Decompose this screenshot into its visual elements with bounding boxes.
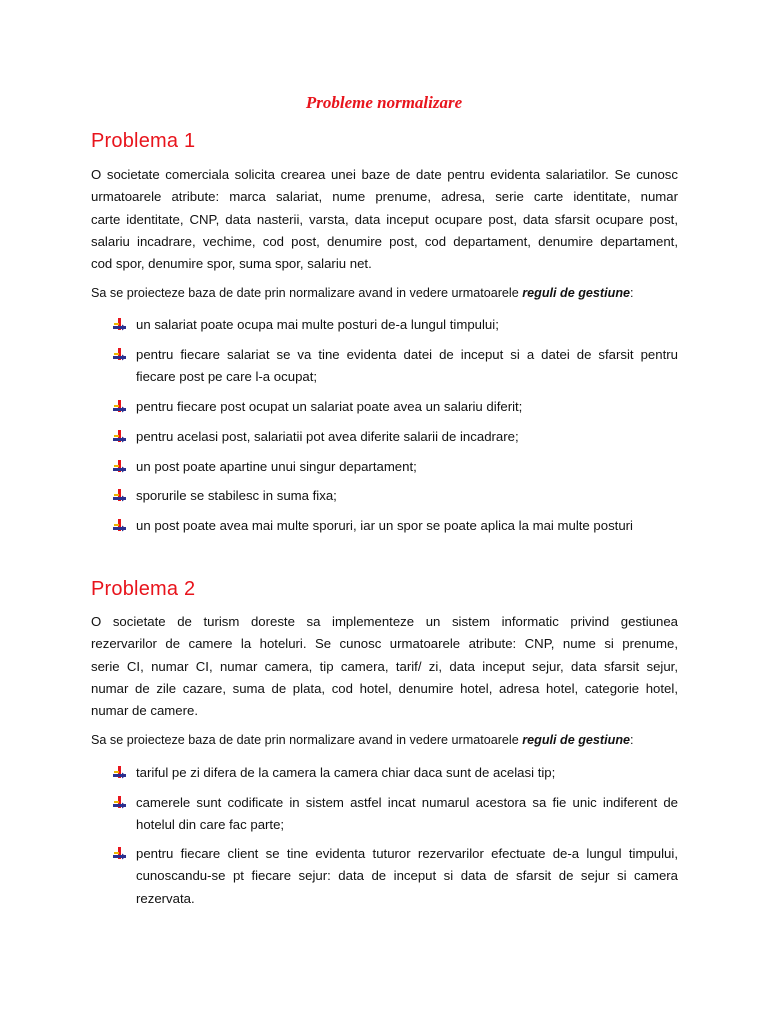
intro-end: : <box>630 733 634 747</box>
document-title: Probleme normalizare <box>305 93 463 112</box>
bullet-line: pentru fiecare client se tine evidenta tuturor rezervarilor efectuate de-a lungul timpului, <box>136 846 678 861</box>
bullet-line: un post poate avea mai multe sporuri, iar un spor se poate aplica la mai multe posturi <box>136 518 633 533</box>
intro-emphasis: reguli de gestiune <box>522 286 631 300</box>
problem-2-paragraph <box>91 611 678 722</box>
arrow-bullet-icon <box>112 316 128 332</box>
bullet-line: pentru fiecare salariat se va tine evidenta datei de inceput si a datei de sfarsit pentru <box>136 347 678 362</box>
arrow-bullet-icon <box>112 398 128 414</box>
intro-text: Sa se proiecteze baza de date prin normalizare avand in vedere urmatoarele <box>91 733 523 747</box>
bullet-line: tariful pe zi difera de la camera la camera chiar daca sunt de acelasi tip; <box>136 765 556 780</box>
paragraph-line: O societate comerciala solicita crearea unei baze de date pentru evidenta salariatilor. Se cunosc <box>91 167 678 182</box>
intro-end: : <box>630 286 634 300</box>
paragraph-line: cod spor, denumire spor, suma spor, salariu net. <box>91 256 372 272</box>
bullet-line: un post poate apartine unui singur departament; <box>136 459 417 474</box>
problem-1-paragraph <box>91 164 678 275</box>
bullet-line: pentru fiecare post ocupat un salariat poate avea un salariu diferit; <box>136 399 523 414</box>
paragraph-line: urmatoarele atribute: marca salariat, nume prenume, adresa, serie carte identitate, numar <box>91 189 678 205</box>
paragraph-line: O societate de turism doreste sa implementeze un sistem informatic privind gestiunea <box>91 614 678 629</box>
arrow-bullet-icon <box>112 517 128 533</box>
problem-1-intro <box>91 284 691 302</box>
paragraph-line: carte identitate, CNP, data nasterii, varsta, data inceput ocupare post, data sfarsit ocupare post, <box>91 211 678 227</box>
arrow-bullet-icon <box>112 845 128 861</box>
paragraph-line: salariu incadrare, vechime, cod post, denumire post, cod departament, denumire departament, <box>91 233 678 249</box>
bullet-line: rezervata. <box>136 890 195 906</box>
arrow-bullet-icon <box>112 764 128 780</box>
bullet-line: pentru acelasi post, salariatii pot avea diferite salarii de incadrare; <box>136 429 519 444</box>
intro-text: Sa se proiecteze baza de date prin normalizare avand in vedere urmatoarele <box>91 286 523 300</box>
paragraph-line: rezervarilor de camere la hoteluri. Se cunosc urmatoarele atribute: CNP, nume si prenume, <box>91 636 678 652</box>
arrow-bullet-icon <box>112 487 128 503</box>
problem-1-heading: Problema 1 <box>91 130 196 152</box>
bullet-line: fiecare post pe care l-a ocupat; <box>136 369 318 385</box>
arrow-bullet-icon <box>112 428 128 444</box>
arrow-bullet-icon <box>112 794 128 810</box>
bullet-line: cunoscandu-se pt fiecare sejur: data de inceput si data de sfarsit de sejur si camera <box>136 868 678 884</box>
problem-2-intro <box>91 731 691 749</box>
bullet-line: hotelul din care fac parte; <box>136 817 285 833</box>
problem-2-heading: Problema 2 <box>91 578 196 600</box>
bullet-line: camerele sunt codificate in sistem astfel incat numarul acestora sa fie unic indiferent de <box>136 795 678 810</box>
arrow-bullet-icon <box>112 346 128 362</box>
bullet-line: un salariat poate ocupa mai multe posturi de-a lungul timpului; <box>136 317 499 332</box>
paragraph-line: serie CI, numar CI, numar camera, tip camera, tarif/ zi, data inceput sejur, data sfarsit sejur, <box>91 658 678 674</box>
intro-emphasis: reguli de gestiune <box>522 733 631 747</box>
paragraph-line: numar de zile cazare, suma de plata, cod hotel, denumire hotel, adresa hotel, categorie hotel, <box>91 680 678 696</box>
arrow-bullet-icon <box>112 458 128 474</box>
paragraph-line: numar de camere. <box>91 703 199 719</box>
bullet-line: sporurile se stabilesc in suma fixa; <box>136 488 337 503</box>
